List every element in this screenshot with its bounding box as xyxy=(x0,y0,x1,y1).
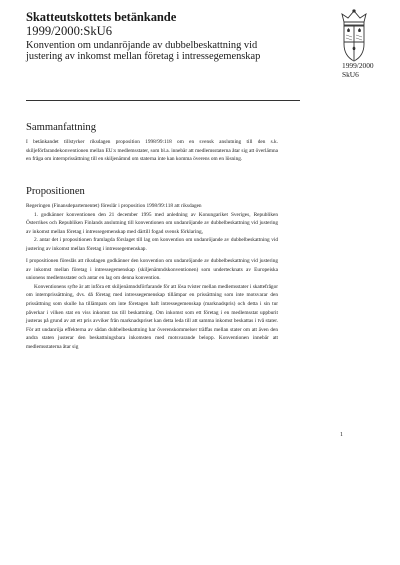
summary-heading: Sammanfattning xyxy=(26,122,97,133)
proposition-heading: Propositionen xyxy=(26,186,85,197)
document-subtitle: Konvention om undanröjande av dubbelbeskattning vid justering av inkomst mellan företag i intressegemenskap xyxy=(26,40,261,63)
proposition-paragraph-2: I propositionen föreslås att riksdagen godkänner den konvention om undanröjande av dubbelbeskattning vid justering av inkomst mellan företag i intressegemenskap (skiljenämndskonventionen) som undertecknats av Europeiska unionens medlemsstater och antar en lag om denna konvention. xyxy=(26,258,278,282)
summary-section xyxy=(26,122,278,164)
proposition-intro: Regeringen (Finansdepartementet) föreslår i proposition 1998/99:118 att riksdagen xyxy=(26,203,202,209)
side-reference-year: 1999/2000 xyxy=(342,61,374,70)
page-number: 1 xyxy=(340,432,343,438)
header-divider xyxy=(26,100,300,101)
summary-text: I betänkandet tillstyrker riksdagen proposition 1998/99:118 om en svensk anslutning till den s.k. skiljeförfarandekonventionen mellan EU:s medlemsstater, som bl.a. innebär att medlemsstaterna åtar sig att överlämna en fråga om internprissättning till en skiljenämnd om staterna inte kan komma överens om en lösning. xyxy=(26,139,278,163)
side-reference-code: SkU6 xyxy=(342,69,359,79)
riksdag-crest-icon xyxy=(334,8,374,64)
proposition-item-1: 1. godkänner konventionen den 21 december 1995 med anledning av Konungariket Sveriges, Republiken Österrikes och Republiken Finlands anslutning till konventionen om undanröjande av dubbelbeskattning vid justering av inkomst mellan företag i intressegemenskap med därtill fogad svensk förklaring, xyxy=(26,211,278,235)
proposition-paragraph-3: Konventionens syfte är att införa ett skiljenämndsförfarande för att lösa tvister mellan medlemsstater i skattefrågor om internprissättning, dvs. då företag med intressegemenskap tillämpar en prissättning som inte motsvarar den prissättning som skulle ha tillämpats om inte företagen haft intressegemenskap (marknadspris) och detta i sin tur påverkar i vilken stat en viss inkomst tas till beskattning. Om inkomst som ett företag i en medlemsstat uppburit justeras på grund av att ett pris avviker från marknadspriset kan detta leda till att samma inkomst beskattas i två stater. För att undanröja effekterna av sådan dubbelbeskattning har överenskommelser träffas mellan stater om att även den andra staten justerar den beskattningsbara inkomsten med motsvarande belopp. Konventionen innebär att medlemsstaterna åtar sig xyxy=(26,283,278,350)
side-reference xyxy=(342,62,374,79)
proposition-section xyxy=(26,186,278,351)
document-header xyxy=(26,10,296,63)
document-number: 1999/2000:SkU6 xyxy=(26,24,113,38)
document-title: Skatteutskottets betänkande xyxy=(26,10,177,24)
proposition-item-2: 2. antar det i propositionen framlagda förslaget till lag om konvention om undanröjande av dubbelbeskattning vid justering av inkomst mellan företag i intressegemenskap. xyxy=(26,237,278,252)
